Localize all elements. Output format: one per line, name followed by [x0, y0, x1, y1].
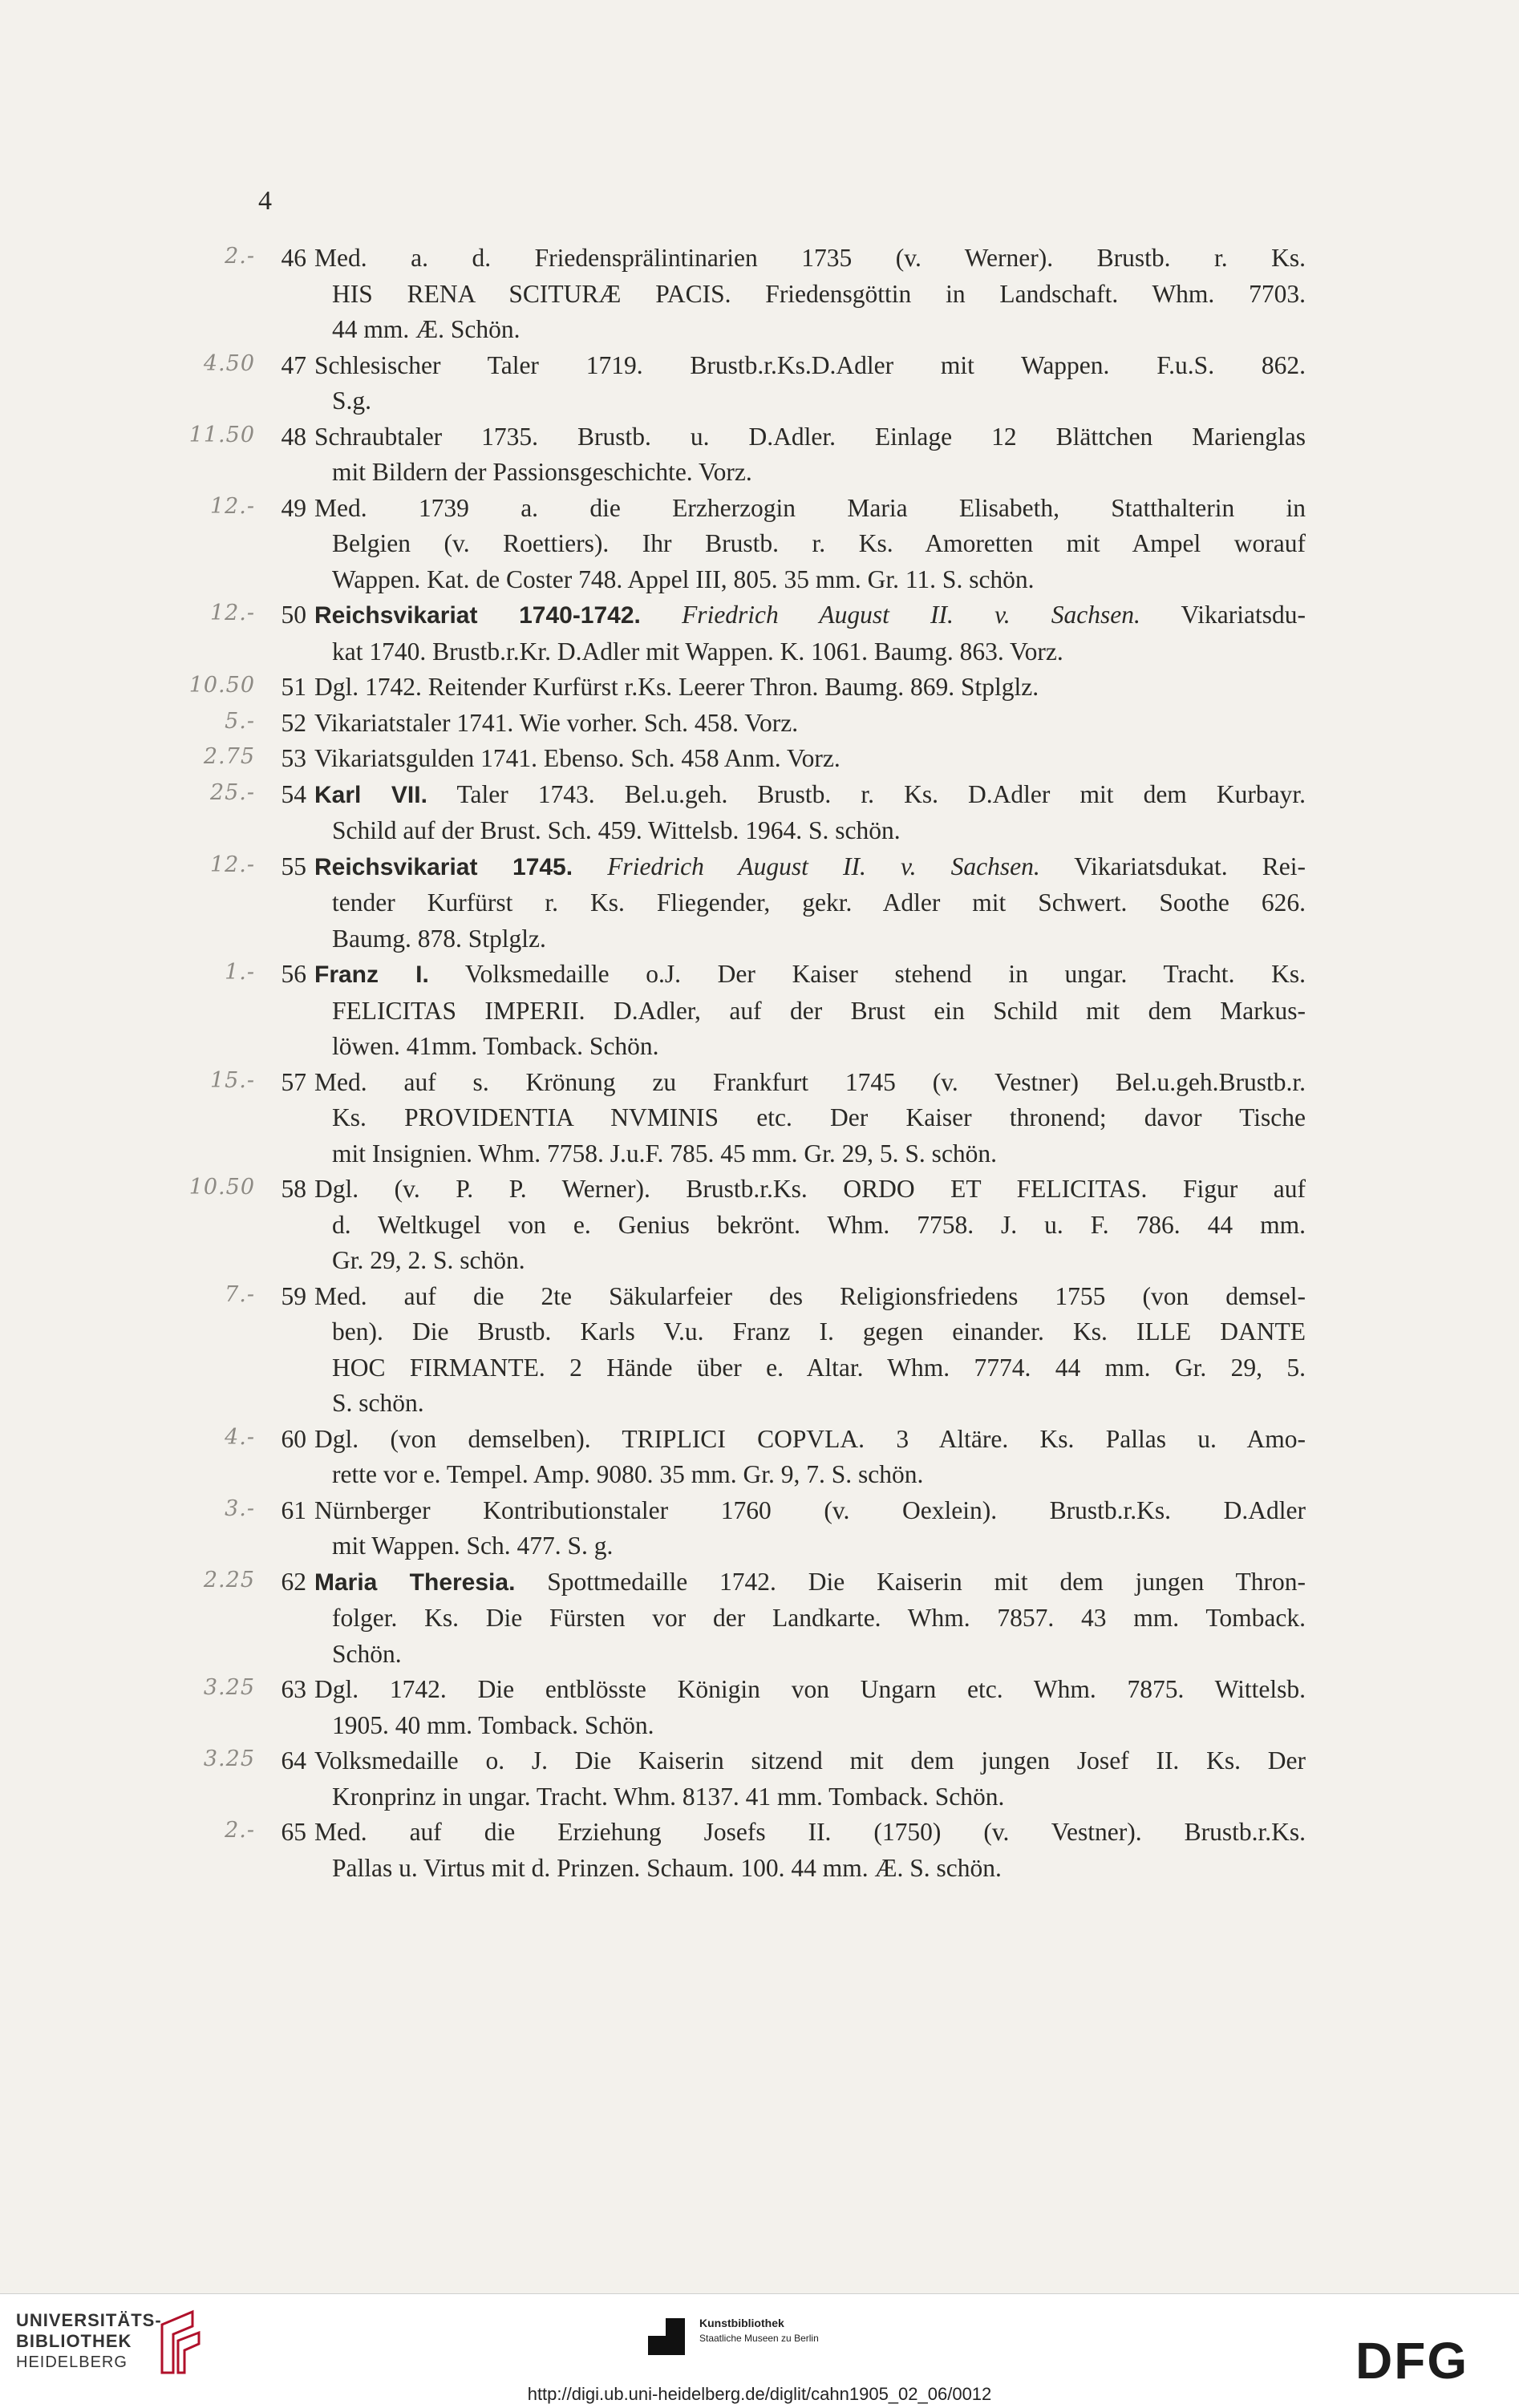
entry-line	[314, 348, 1306, 384]
entry-line	[314, 383, 1306, 419]
entry-line	[314, 455, 1306, 491]
entry-text: S.g.	[332, 386, 372, 415]
entry-line	[314, 419, 1306, 455]
lot-number: 54	[281, 779, 306, 808]
entry-ruler: Friedrich August II. v. Sachsen.	[682, 601, 1140, 629]
lot-number: 46	[281, 244, 306, 272]
lot-number: 63	[281, 1675, 306, 1703]
entry-heading: Franz I.	[314, 961, 429, 988]
lot-number: 61	[281, 1495, 306, 1524]
catalog-entry	[188, 419, 1306, 491]
handwritten-price: 11.50	[188, 422, 255, 447]
handwritten-price: 4.-	[225, 1424, 255, 1450]
entry-line	[314, 1350, 1306, 1386]
entry-text: 1905. 40 mm. Tomback. Schön.	[332, 1710, 654, 1739]
catalog-entry	[225, 706, 1306, 742]
catalog-entry	[225, 1422, 1306, 1493]
entry-text: d. Weltkugel von e. Genius bekrönt. Whm. 7758. J. u. F. 786. 44 mm.	[332, 1210, 1306, 1239]
entry-line	[314, 706, 1306, 742]
entry-text: Vikariatsgulden 1741. Ebenso. Sch. 458 Anm. Vorz.	[314, 744, 841, 772]
ub-emblem-icon	[157, 2309, 202, 2376]
entry-text: Schlesischer Taler 1719. Brustb.r.Ks.D.Adler mit Wappen. F.u.S. 862.	[314, 350, 1306, 379]
entry-text: Med. a. d. Friedensprälintinarien 1735 (v. Werner). Brustb. r. Ks.	[314, 244, 1306, 272]
handwritten-price: 3.25	[203, 1746, 255, 1771]
entry-line	[314, 1172, 1306, 1208]
entry-text: Taler 1743. Bel.u.geh. Brustb. r. Ks. D.Adler mit dem Kurbayr.	[456, 779, 1306, 808]
entry-text: Schraubtaler 1735. Brustb. u. D.Adler. Einlage 12 Blättchen Marienglas	[314, 422, 1306, 451]
entry-text: FELICITAS IMPERII. D.Adler, auf der Brust ein Schild mit dem Markus-	[332, 996, 1306, 1025]
catalog-entry	[188, 1172, 1306, 1279]
entry-text: Gr. 29, 2. S. schön.	[332, 1246, 525, 1274]
entry-text: Schild auf der Brust. Sch. 459. Wittelsb. 1964. S. schön.	[332, 816, 901, 844]
lot-number: 48	[281, 422, 306, 451]
entry-line	[314, 1243, 1306, 1279]
footer	[0, 2293, 1519, 2408]
entry-text: Schön.	[332, 1639, 402, 1668]
catalog-entry	[225, 241, 1306, 348]
lot-number: 65	[281, 1818, 306, 1846]
entry-text: Vikariatsdukat. Rei-	[1074, 852, 1306, 880]
entry-text: HOC FIRMANTE. 2 Hände über e. Altar. Whm. 7774. 44 mm. Gr. 29, 5.	[332, 1353, 1306, 1382]
handwritten-price: 5.-	[225, 708, 255, 734]
handwritten-price: 10.50	[188, 1175, 255, 1200]
entry-line	[314, 1314, 1306, 1350]
entry-text: Ks. PROVIDENTIA NVMINIS etc. Der Kaiser thronend; davor Tische	[332, 1103, 1306, 1131]
entry-text: rette vor e. Tempel. Amp. 9080. 35 mm. Gr. 9, 7. S. schön.	[332, 1460, 924, 1488]
handwritten-price: 3.25	[203, 1675, 255, 1700]
catalog-entry	[203, 1672, 1306, 1743]
page-number: 4	[258, 186, 272, 216]
catalog-entry	[225, 1279, 1306, 1422]
entry-line	[314, 777, 1306, 814]
lot-number: 56	[281, 960, 306, 988]
entry-line	[314, 1029, 1306, 1065]
entry-text: Dgl. 1742. Reitender Kurfürst r.Ks. Leerer Thron. Baumg. 869. Stplglz.	[314, 673, 1039, 701]
entry-text: Med. auf s. Krönung zu Frankfurt 1745 (v. Vestner) Bel.u.geh.Brustb.r.	[314, 1067, 1306, 1096]
entry-line	[314, 491, 1306, 527]
catalog-entry	[225, 957, 1306, 1065]
lot-number: 50	[281, 601, 306, 629]
handwritten-price: 12.-	[209, 493, 255, 519]
entry-line	[314, 597, 1306, 634]
catalog-entry	[225, 1815, 1306, 1886]
entry-line	[314, 241, 1306, 277]
entry-text: folger. Ks. Die Fürsten vor der Landkarte. Whm. 7857. 43 mm. Tomback.	[332, 1604, 1306, 1632]
entry-text: mit Insignien. Whm. 7758. J.u.F. 785. 45 mm. Gr. 29, 5. S. schön.	[332, 1139, 998, 1168]
handwritten-price: 2.25	[203, 1567, 255, 1593]
handwritten-price: 25.-	[209, 779, 255, 805]
catalog-entry	[203, 1743, 1306, 1815]
catalog-entry	[203, 741, 1306, 777]
entry-line	[314, 849, 1306, 886]
handwritten-price: 7.-	[225, 1281, 255, 1307]
entry-text: Baumg. 878. Stplglz.	[332, 924, 546, 953]
entry-text: S. schön.	[332, 1389, 424, 1417]
entry-text: Wappen. Kat. de Coster 748. Appel III, 805. 35 mm. Gr. 11. S. schön.	[332, 565, 1035, 593]
handwritten-price: 1.-	[225, 960, 255, 985]
lot-number: 53	[281, 744, 306, 772]
entry-line	[314, 1815, 1306, 1851]
lot-number: 49	[281, 493, 306, 522]
handwritten-price: 15.-	[209, 1067, 255, 1093]
entry-line	[314, 885, 1306, 921]
entry-text: Vikariatsdu-	[1181, 601, 1306, 629]
catalog-entry	[209, 597, 1306, 670]
entry-text: löwen. 41mm. Tomback. Schön.	[332, 1032, 659, 1060]
catalog-list	[0, 241, 1519, 1886]
entry-text: Nürnberger Kontributionstaler 1760 (v. Oexlein). Brustb.r.Ks. D.Adler	[314, 1495, 1306, 1524]
kunstbibliothek-icon	[648, 2318, 685, 2355]
entry-heading: Reichsvikariat 1740-1742.	[314, 602, 641, 629]
handwritten-price: 2.-	[225, 1818, 255, 1843]
entry-line	[314, 1065, 1306, 1101]
catalog-entry	[209, 1065, 1306, 1172]
entry-text: Med. 1739 a. die Erzherzogin Maria Elisabeth, Statthalterin in	[314, 493, 1306, 522]
entry-text: Dgl. (von demselben). TRIPLICI COPVLA. 3 Altäre. Ks. Pallas u. Amo-	[314, 1424, 1306, 1453]
handwritten-price: 2.75	[203, 744, 255, 769]
lot-number: 58	[281, 1175, 306, 1203]
handwritten-price: 3.-	[225, 1495, 255, 1521]
entry-line	[314, 562, 1306, 598]
entry-line	[314, 1493, 1306, 1529]
ub-logo-line1: UNIVERSITÄTS-	[16, 2310, 162, 2330]
entry-line	[314, 1528, 1306, 1564]
entry-text: Volksmedaille o. J. Die Kaiserin sitzend mit dem jungen Josef II. Ks. Der	[314, 1746, 1306, 1775]
catalog-entry	[209, 491, 1306, 598]
lot-number: 59	[281, 1281, 306, 1310]
entry-line	[314, 277, 1306, 313]
lot-number: 60	[281, 1424, 306, 1453]
entry-line	[314, 1637, 1306, 1673]
lot-number: 62	[281, 1567, 306, 1596]
entry-line	[314, 312, 1306, 348]
entry-line	[314, 1564, 1306, 1601]
entry-text: Belgien (v. Roettiers). Ihr Brustb. r. Ks. Amoretten mit Ampel worauf	[332, 529, 1306, 557]
entry-line	[314, 1779, 1306, 1815]
dfg-logo[interactable]: DFG	[1355, 2332, 1469, 2390]
entry-line	[314, 1457, 1306, 1493]
ub-logo-line2: BIBLIOTHEK	[16, 2331, 132, 2351]
entry-line	[314, 1208, 1306, 1244]
kunstbibliothek-title: Kunstbibliothek	[699, 2317, 784, 2329]
entry-text: Volksmedaille o.J. Der Kaiser stehend in ungar. Tracht. Ks.	[464, 960, 1306, 988]
entry-text: Vikariatstaler 1741. Wie vorher. Sch. 458. Vorz.	[314, 708, 799, 737]
catalog-entry	[225, 1493, 1306, 1564]
entry-line	[314, 921, 1306, 957]
entry-text: tender Kurfürst r. Ks. Fliegender, gekr. Adler mit Schwert. Soothe 626.	[332, 888, 1306, 917]
entry-line	[314, 741, 1306, 777]
entry-text: Dgl. 1742. Die entblösste Königin von Ungarn etc. Whm. 7875. Wittelsb.	[314, 1675, 1306, 1703]
entry-line	[314, 813, 1306, 849]
lot-number: 64	[281, 1746, 306, 1775]
handwritten-price: 12.-	[209, 601, 255, 625]
kunstbibliothek-subtitle: Staatliche Museen zu Berlin	[699, 2333, 819, 2344]
lot-number: 52	[281, 708, 306, 737]
entry-heading: Maria Theresia.	[314, 1568, 516, 1596]
entry-text: kat 1740. Brustb.r.Kr. D.Adler mit Wappen. K. 1061. Baumg. 863. Vorz.	[332, 637, 1063, 666]
entry-text: 44 mm. Æ. Schön.	[332, 315, 521, 343]
handwritten-price: 2.-	[225, 244, 255, 269]
entry-line	[314, 1386, 1306, 1422]
entry-ruler: Friedrich August II. v. Sachsen.	[607, 852, 1040, 880]
entry-text: Med. auf die Erziehung Josefs II. (1750) (v. Vestner). Brustb.r.Ks.	[314, 1818, 1306, 1846]
ub-logo-line3: HEIDELBERG	[16, 2353, 128, 2371]
entry-line	[314, 1100, 1306, 1136]
entry-text: Med. auf die 2te Säkularfeier des Religionsfriedens 1755 (von demsel-	[314, 1281, 1306, 1310]
entry-line	[314, 957, 1306, 994]
entry-heading: Reichsvikariat 1745.	[314, 853, 573, 880]
lot-number: 51	[281, 673, 306, 701]
entry-text: Spottmedaille 1742. Die Kaiserin mit dem jungen Thron-	[547, 1567, 1306, 1596]
permalink-url[interactable]: http://digi.ub.uni-heidelberg.de/diglit/cahn1905_02_06/0012	[527, 2384, 992, 2404]
catalog-entry	[203, 1564, 1306, 1673]
lot-number: 47	[281, 350, 306, 379]
entry-line	[314, 1422, 1306, 1458]
catalog-entry	[209, 849, 1306, 957]
handwritten-price: 10.50	[188, 673, 255, 698]
entry-text: mit Wappen. Sch. 477. S. g.	[332, 1532, 614, 1560]
catalog-entry	[188, 670, 1306, 706]
entry-line	[314, 1279, 1306, 1315]
entry-text: HIS RENA SCITURÆ PACIS. Friedensgöttin in Landschaft. Whm. 7703.	[332, 279, 1306, 308]
entry-line	[314, 1601, 1306, 1637]
handwritten-price: 12.-	[209, 852, 255, 877]
entry-line	[314, 526, 1306, 562]
entry-line	[314, 670, 1306, 706]
entry-line	[314, 1851, 1306, 1887]
entry-line	[314, 1743, 1306, 1779]
handwritten-price: 4.50	[203, 350, 255, 376]
catalog-entry	[209, 777, 1306, 849]
entry-text: mit Bildern der Passionsgeschichte. Vorz.	[332, 458, 752, 486]
entry-line	[314, 1708, 1306, 1744]
lot-number: 55	[281, 852, 306, 880]
entry-line	[314, 634, 1306, 670]
university-library-logo[interactable]	[16, 2310, 162, 2373]
catalog-entry	[203, 348, 1306, 419]
entry-text: Dgl. (v. P. P. Werner). Brustb.r.Ks. ORDO ET FELICITAS. Figur auf	[314, 1175, 1306, 1203]
entry-heading: Karl VII.	[314, 781, 427, 808]
entry-line	[314, 1136, 1306, 1172]
entry-text: Kronprinz in ungar. Tracht. Whm. 8137. 41 mm. Tomback. Schön.	[332, 1782, 1005, 1811]
entry-text: Pallas u. Virtus mit d. Prinzen. Schaum. 100. 44 mm. Æ. S. schön.	[332, 1853, 1002, 1882]
entry-line	[314, 994, 1306, 1030]
entry-text: ben). Die Brustb. Karls V.u. Franz I. gegen einander. Ks. ILLE DANTE	[332, 1317, 1306, 1346]
lot-number: 57	[281, 1067, 306, 1096]
entry-line	[314, 1672, 1306, 1708]
